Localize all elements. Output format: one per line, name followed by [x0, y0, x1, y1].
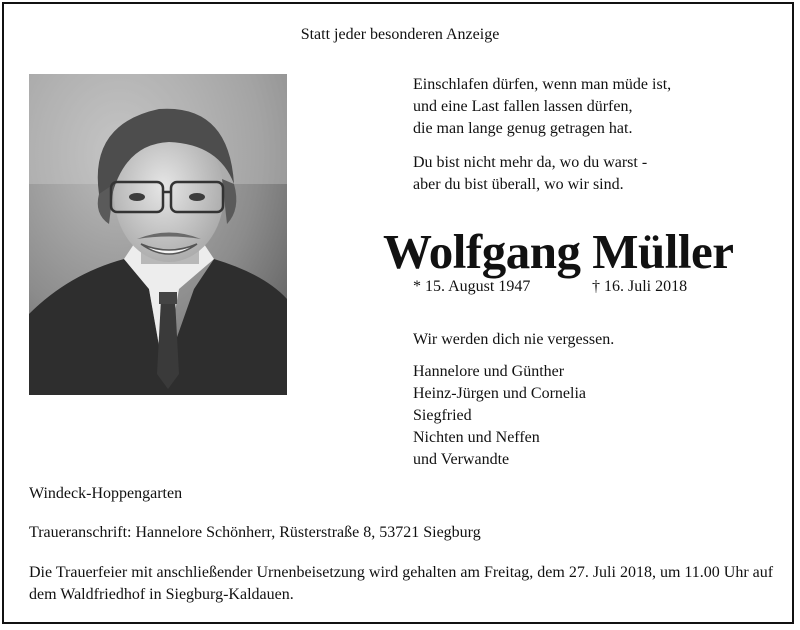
deceased-name: Wolfgang Müller — [383, 224, 734, 279]
mourning-address: Traueranschrift: Hannelore Schönherr, Rüsterstraße 8, 53721 Siegburg — [29, 524, 481, 541]
poem-stanza-2 — [413, 152, 671, 196]
ceremony-info: Die Trauerfeier mit anschließender Urnenbeisetzung wird gehalten am Freitag, dem 27. Juli 2018, um 11.00 Uhr auf dem Waldfriedhof in Siegburg-Kaldauen. — [29, 564, 774, 603]
farewell-line: Wir werden dich nie vergessen. — [413, 331, 615, 348]
mourners-list — [413, 361, 586, 471]
poem-stanza-1 — [413, 74, 671, 140]
notice-header: Statt jeder besonderen Anzeige — [300, 26, 500, 43]
mourner: und Verwandte — [413, 451, 510, 468]
poem — [413, 74, 671, 208]
poem-line: die man lange genug getragen hat. — [413, 120, 633, 137]
poem-line: und eine Last fallen lassen dürfen, — [413, 98, 633, 115]
poem-line: aber du bist überall, wo wir sind. — [413, 176, 624, 193]
mourner: Hannelore und Günther — [413, 363, 565, 380]
mourner: Nichten und Neffen — [413, 429, 540, 446]
poem-line: Einschlafen dürfen, wenn man müde ist, — [413, 76, 672, 93]
place-name: Windeck-Hoppengarten — [29, 485, 183, 502]
mourner: Siegfried — [413, 407, 472, 424]
birth-date: * 15. August 1947 — [413, 278, 531, 295]
mourner: Heinz-Jürgen und Cornelia — [413, 385, 586, 402]
death-date: † 16. Juli 2018 — [592, 278, 688, 295]
poem-line: Du bist nicht mehr da, wo du warst - — [413, 154, 648, 171]
portrait-photo — [29, 74, 287, 395]
